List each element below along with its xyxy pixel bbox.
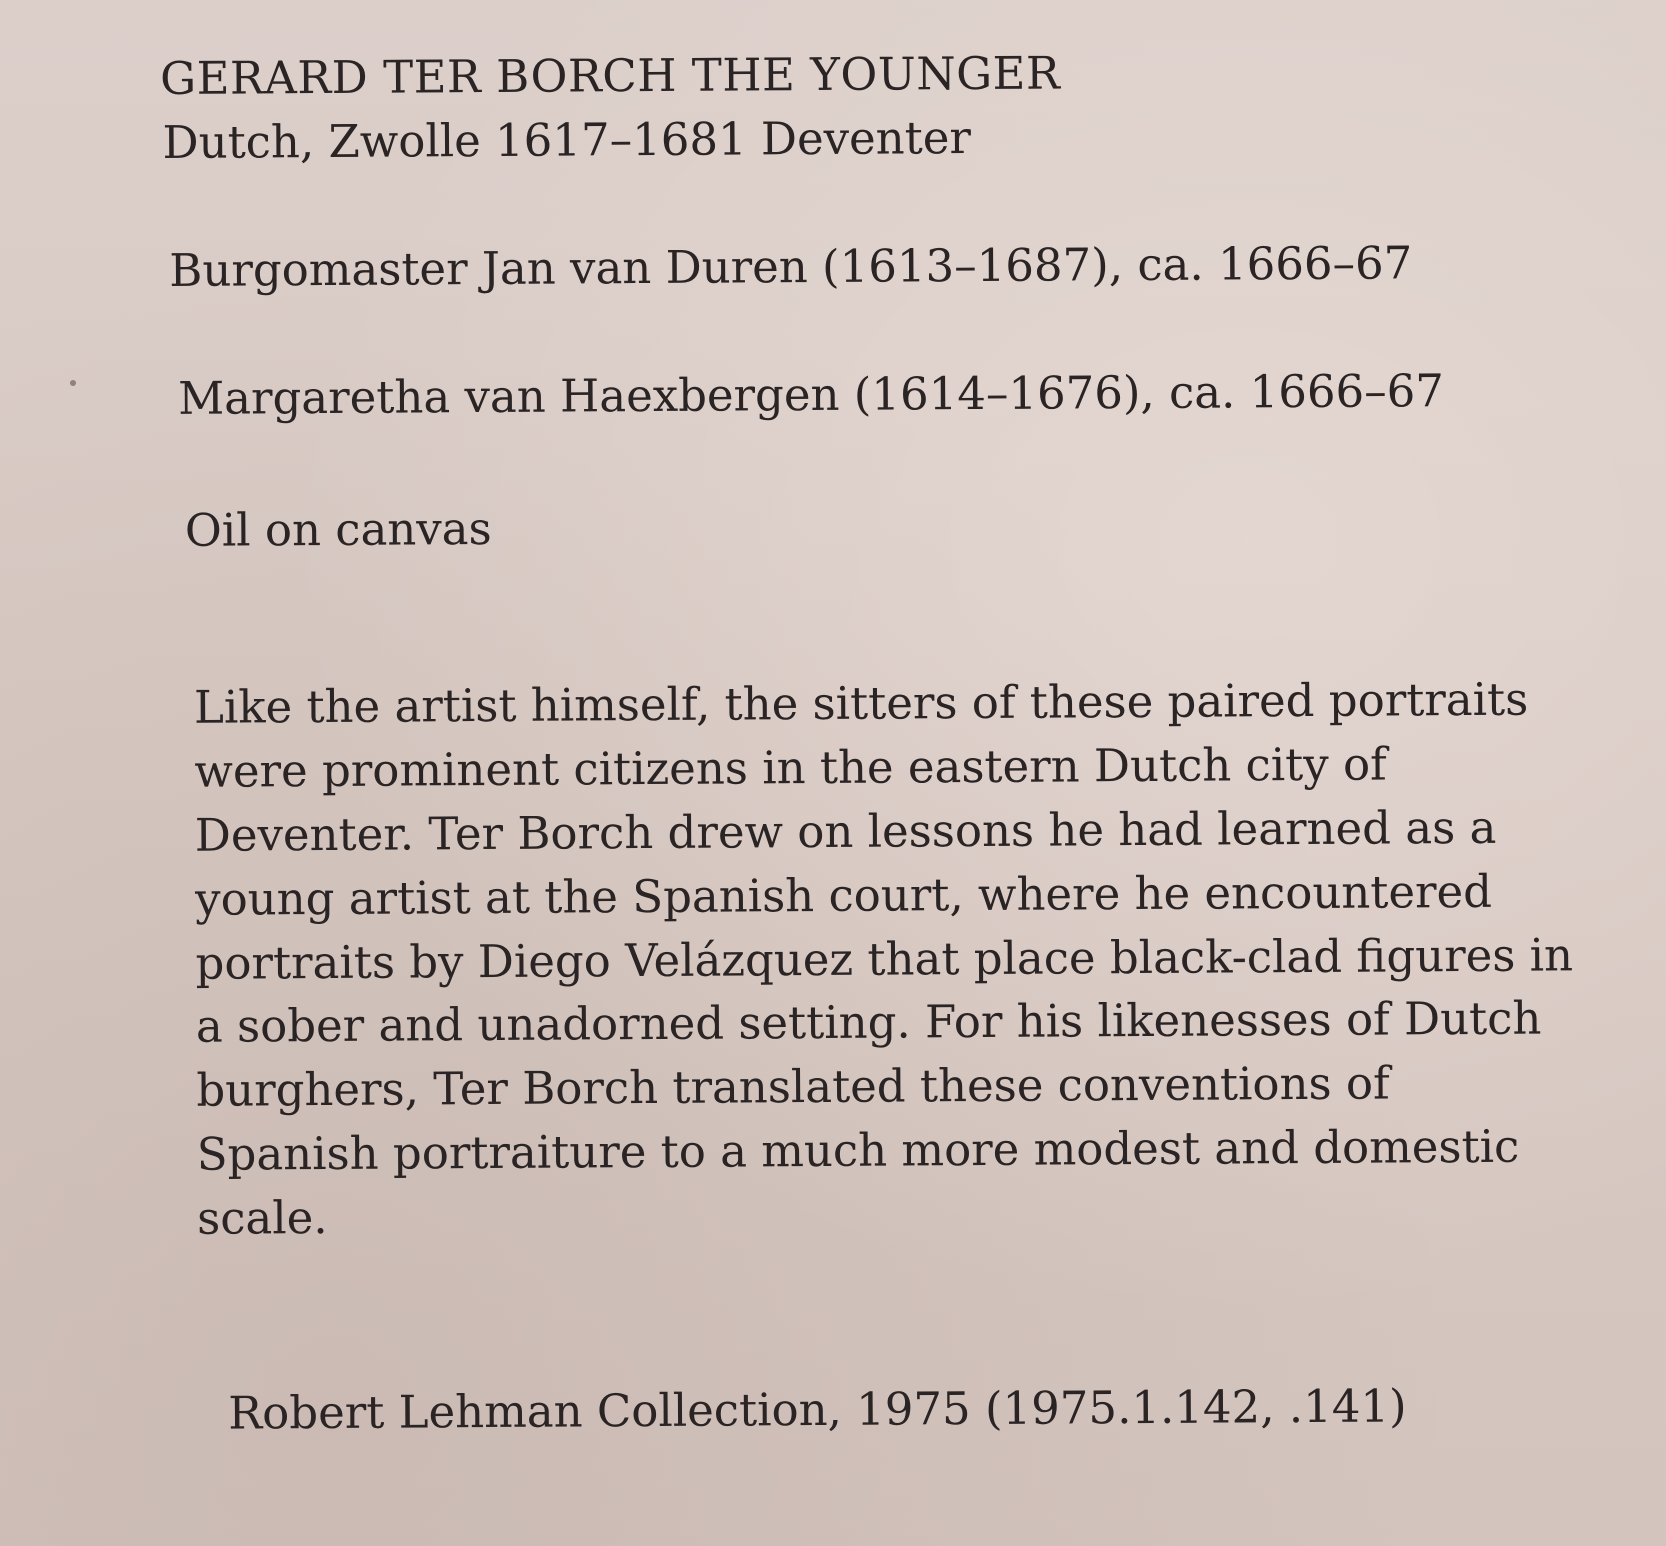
credit-line: Robert Lehman Collection, 1975 (1975.1.142, .141) xyxy=(228,1379,1407,1440)
description-text: Like the artist himself, the sitters of these paired portraits were prominent citizens in the eastern Dutch city of Deventer. Ter Borch drew on lessons he had learned as a young artist at the Spanish court, where he encountered portraits by Diego Velázquez that place black-clad figures in a sober and unadorned setting. For his likenesses of Dutch burghers, Ter Borch translated these conventions of Spanish portraiture to a much more modest and domestic scale. xyxy=(193,672,1574,1245)
label-content xyxy=(160,43,1588,1441)
artist-name: GERARD TER BORCH THE YOUNGER xyxy=(160,46,1061,105)
dust-speck xyxy=(70,380,76,386)
artwork-title: Margaretha van Haexbergen (1614–1676), ca. 1666–67 xyxy=(177,364,1445,425)
medium: Oil on canvas xyxy=(184,501,492,557)
artwork-title: Burgomaster Jan van Duren (1613–1687), ca. 1666–67 xyxy=(169,236,1413,297)
artist-bio: Dutch, Zwolle 1617–1681 Deventer xyxy=(162,111,972,169)
